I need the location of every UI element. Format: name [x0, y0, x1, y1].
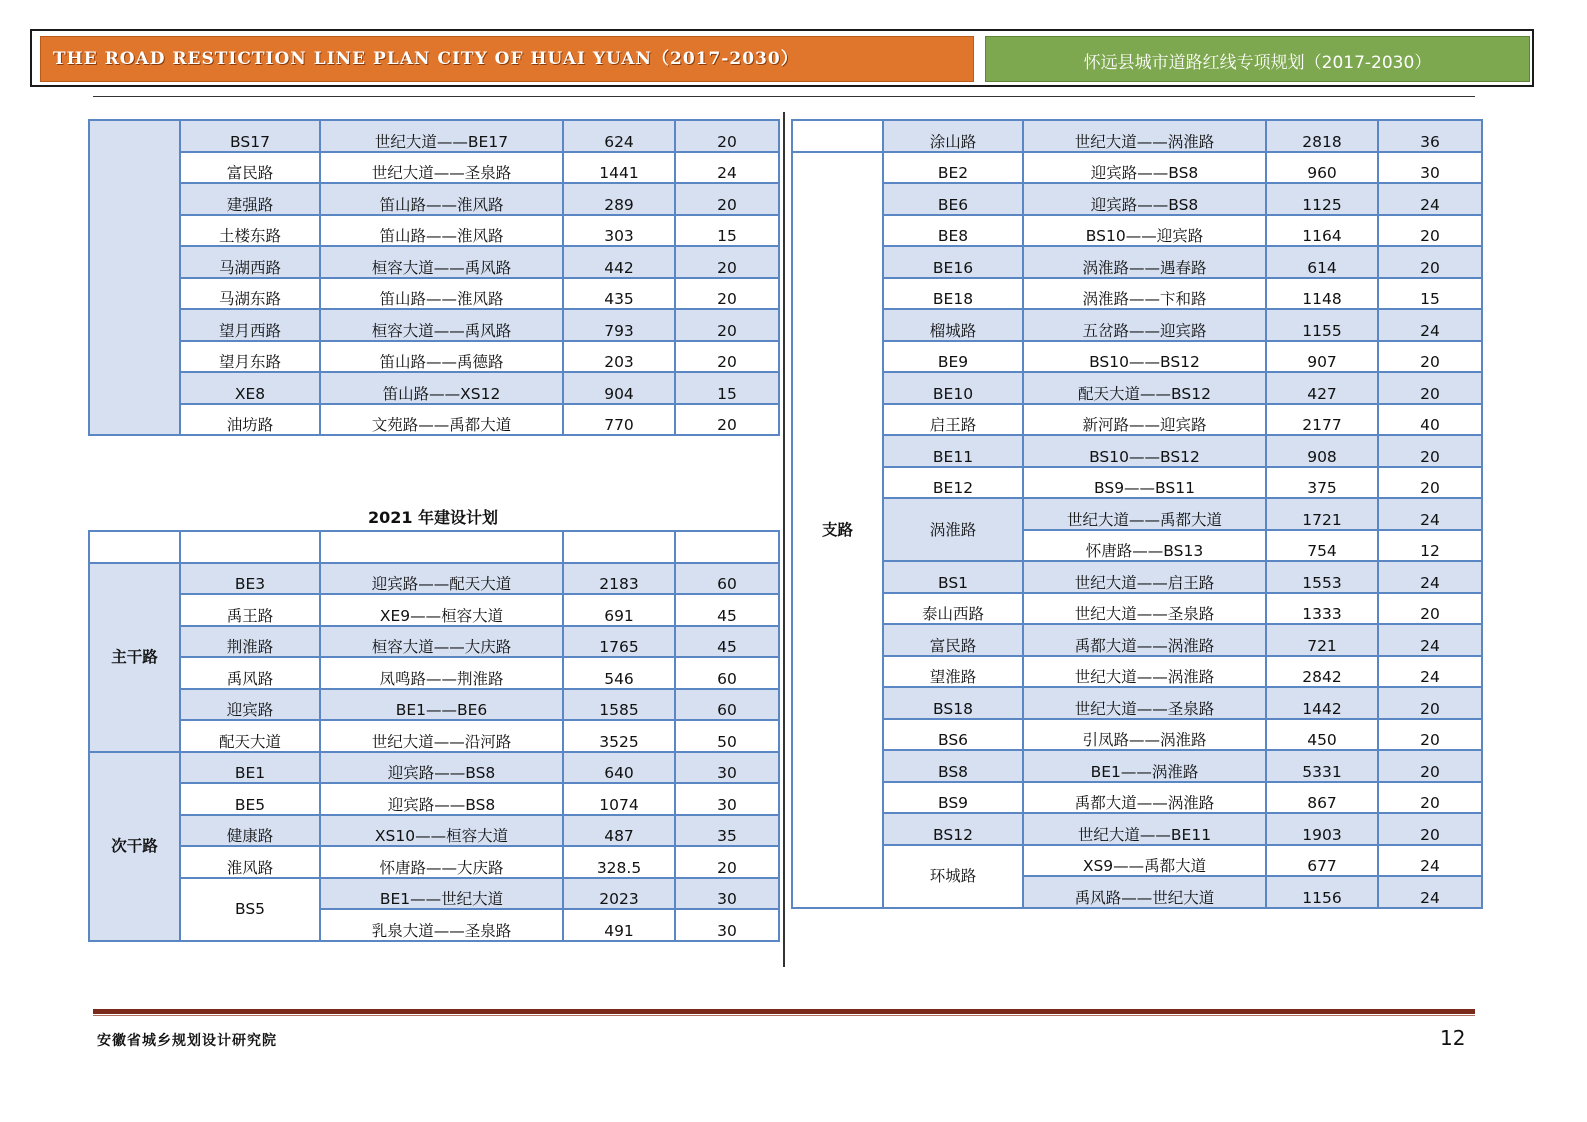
header-cell [320, 531, 563, 563]
table-row [89, 152, 779, 184]
group-cell [89, 120, 180, 435]
table-cell: 富民路 [883, 624, 1023, 656]
table-cell: 721 [1266, 624, 1378, 656]
table-row [792, 152, 1482, 184]
table-row [89, 341, 779, 373]
table-cell: BS8 [883, 750, 1023, 782]
table-cell: 笛山路——淮风路 [320, 278, 563, 310]
page-number: 12 [1440, 1026, 1466, 1050]
table-cell: 36 [1378, 120, 1482, 152]
table-row [89, 120, 779, 152]
table-row [792, 435, 1482, 467]
table-cell: 20 [675, 183, 779, 215]
table-row [89, 309, 779, 341]
table-cell: 15 [1378, 278, 1482, 310]
table-cell: 24 [1378, 845, 1482, 877]
footer-rule-thin [93, 1015, 1475, 1016]
table-cell: 40 [1378, 404, 1482, 436]
table-row [792, 404, 1482, 436]
table-row [792, 719, 1482, 751]
road-table-2021 [88, 530, 780, 942]
table-cell: 328.5 [563, 846, 675, 878]
group-label-branch-road: 支路 [792, 152, 883, 908]
table-cell: 桓容大道——禹风路 [320, 309, 563, 341]
table-cell: BE12 [883, 467, 1023, 499]
plan-2021-caption: 2021 年建设计划 [367, 508, 499, 527]
table-cell: 1125 [1266, 183, 1378, 215]
table-cell: BE1——BE6 [320, 689, 563, 721]
table-cell: BS10——迎宾路 [1023, 215, 1266, 247]
table-row [89, 246, 779, 278]
table-cell: 1164 [1266, 215, 1378, 247]
table-cell: 迎宾路——BS8 [320, 783, 563, 815]
table-cell: 30 [675, 878, 779, 910]
table-row [89, 657, 779, 689]
table-row [89, 846, 779, 878]
table-cell: BS10——BS12 [1023, 341, 1266, 373]
table-cell: 世纪大道——涡淮路 [1023, 656, 1266, 688]
table-cell: 5331 [1266, 750, 1378, 782]
table-row [792, 215, 1482, 247]
table-cell: 笛山路——淮风路 [320, 215, 563, 247]
table-cell: 望月东路 [180, 341, 320, 373]
table-cell: 614 [1266, 246, 1378, 278]
table-cell: 1442 [1266, 687, 1378, 719]
table-cell: 迎宾路——BS8 [1023, 183, 1266, 215]
table-cell: 904 [563, 372, 675, 404]
table-row [792, 561, 1482, 593]
table-row [792, 813, 1482, 845]
table-row [89, 404, 779, 436]
column-divider [783, 112, 785, 967]
table-row [792, 845, 1482, 877]
table-cell: 1553 [1266, 561, 1378, 593]
table-cell: 新河路——迎宾路 [1023, 404, 1266, 436]
table-cell: 908 [1266, 435, 1378, 467]
table-cell: BS17 [180, 120, 320, 152]
table-cell: 35 [675, 815, 779, 847]
table-cell: 文苑路——禹都大道 [320, 404, 563, 436]
table-cell: 涡淮路——遇春路 [1023, 246, 1266, 278]
table-cell: XE9——桓容大道 [320, 594, 563, 626]
table-cell: 淮风路 [180, 846, 320, 878]
table-cell: BS18 [883, 687, 1023, 719]
road-name-merged: 涡淮路 [883, 498, 1023, 561]
table-cell: 望淮路 [883, 656, 1023, 688]
table-cell: 1903 [1266, 813, 1378, 845]
road-table-continued [88, 119, 780, 436]
table-row [792, 593, 1482, 625]
table-cell: 20 [675, 309, 779, 341]
table-cell: 960 [1266, 152, 1378, 184]
table-cell: BE18 [883, 278, 1023, 310]
table-cell: 15 [675, 372, 779, 404]
table-row [89, 752, 779, 784]
table-cell: 马湖西路 [180, 246, 320, 278]
table-cell: BS9——BS11 [1023, 467, 1266, 499]
road-table-branch [791, 119, 1483, 909]
table-cell: 1156 [1266, 876, 1378, 908]
table-cell: BS1 [883, 561, 1023, 593]
table-row [89, 594, 779, 626]
header-cell [89, 531, 180, 563]
table-cell: BE1——世纪大道 [320, 878, 563, 910]
table-cell: BE1——涡淮路 [1023, 750, 1266, 782]
table-cell: 624 [563, 120, 675, 152]
table-cell: 867 [1266, 782, 1378, 814]
group-label-secondary-road: 次干路 [89, 752, 180, 941]
table-row [89, 626, 779, 658]
table-cell: 24 [1378, 876, 1482, 908]
header-cell [180, 531, 320, 563]
table-cell: 427 [1266, 372, 1378, 404]
table-cell: 491 [563, 909, 675, 941]
table-cell: 60 [675, 657, 779, 689]
table-row [792, 278, 1482, 310]
table-row [792, 309, 1482, 341]
table-cell: 20 [1378, 750, 1482, 782]
table-cell: 20 [675, 246, 779, 278]
table-cell: 1074 [563, 783, 675, 815]
table-cell: 20 [1378, 215, 1482, 247]
table-cell: 487 [563, 815, 675, 847]
table-cell: 五岔路——迎宾路 [1023, 309, 1266, 341]
table-cell: 世纪大道——启王路 [1023, 561, 1266, 593]
table-cell: 引凤路——涡淮路 [1023, 719, 1266, 751]
table-cell: 建强路 [180, 183, 320, 215]
table-cell: 涂山路 [883, 120, 1023, 152]
table-cell: BS9 [883, 782, 1023, 814]
table-cell: 禹都大道——涡淮路 [1023, 782, 1266, 814]
table-cell: 世纪大道——BE11 [1023, 813, 1266, 845]
table-cell: 泰山西路 [883, 593, 1023, 625]
table-row [792, 656, 1482, 688]
table-row [792, 120, 1482, 152]
table-cell: 荆淮路 [180, 626, 320, 658]
table-row [89, 278, 779, 310]
table-cell: 20 [1378, 593, 1482, 625]
table-cell: 30 [675, 752, 779, 784]
table-cell: 世纪大道——沿河路 [320, 720, 563, 752]
table-cell: 20 [1378, 467, 1482, 499]
table-cell: 涡淮路——卞和路 [1023, 278, 1266, 310]
table-cell: BE11 [883, 435, 1023, 467]
table-cell: 20 [675, 278, 779, 310]
table-cell: 907 [1266, 341, 1378, 373]
table-cell: 迎宾路 [180, 689, 320, 721]
table-cell: 马湖东路 [180, 278, 320, 310]
page-header [30, 29, 1534, 87]
table-cell: 24 [1378, 561, 1482, 593]
table-cell: 禹都大道——涡淮路 [1023, 624, 1266, 656]
table-row [89, 563, 779, 595]
table-row [89, 815, 779, 847]
table-cell: 世纪大道——圣泉路 [1023, 593, 1266, 625]
table-cell: 榴城路 [883, 309, 1023, 341]
table-cell: 45 [675, 626, 779, 658]
header-cell [675, 531, 779, 563]
table-row [89, 183, 779, 215]
table-cell: 笛山路——禹德路 [320, 341, 563, 373]
table-cell: 迎宾路——BS8 [1023, 152, 1266, 184]
table-cell: 1155 [1266, 309, 1378, 341]
table-cell: BE8 [883, 215, 1023, 247]
table-cell: 24 [675, 152, 779, 184]
table-cell: 禹王路 [180, 594, 320, 626]
table-cell: 50 [675, 720, 779, 752]
table-cell: 45 [675, 594, 779, 626]
table-cell: 世纪大道——圣泉路 [320, 152, 563, 184]
table-row [89, 215, 779, 247]
table-cell: 3525 [563, 720, 675, 752]
table-cell: 乳泉大道——圣泉路 [320, 909, 563, 941]
table-cell: 配天大道 [180, 720, 320, 752]
table-row [792, 498, 1482, 530]
table-row [792, 246, 1482, 278]
road-name-merged: 环城路 [883, 845, 1023, 908]
table-cell: 24 [1378, 309, 1482, 341]
table-cell: XS9——禹都大道 [1023, 845, 1266, 877]
table-cell: 笛山路——XS12 [320, 372, 563, 404]
table-cell: 20 [675, 846, 779, 878]
table-cell: 20 [675, 120, 779, 152]
table-cell: 677 [1266, 845, 1378, 877]
table-cell: 20 [1378, 719, 1482, 751]
table-cell: 世纪大道——圣泉路 [1023, 687, 1266, 719]
table-cell: 世纪大道——禹都大道 [1023, 498, 1266, 530]
table-cell: BE9 [883, 341, 1023, 373]
table-cell: 桓容大道——大庆路 [320, 626, 563, 658]
table-cell: 30 [675, 783, 779, 815]
table-cell: 望月西路 [180, 309, 320, 341]
group-label-main-road: 主干路 [89, 563, 180, 752]
table-cell: BE10 [883, 372, 1023, 404]
table-cell: BE2 [883, 152, 1023, 184]
table-row [89, 720, 779, 752]
table-cell: 1765 [563, 626, 675, 658]
table-cell: 1721 [1266, 498, 1378, 530]
header-title-cn: 怀远县城市道路红线专项规划（2017-2030） [985, 36, 1530, 82]
table-row [792, 372, 1482, 404]
table-cell: 2842 [1266, 656, 1378, 688]
table-cell: 禹风路——世纪大道 [1023, 876, 1266, 908]
table-cell: 450 [1266, 719, 1378, 751]
table-cell: BE3 [180, 563, 320, 595]
table-cell: 启王路 [883, 404, 1023, 436]
table-cell: 2183 [563, 563, 675, 595]
table-cell: 442 [563, 246, 675, 278]
table-cell: 20 [675, 404, 779, 436]
header-cell [563, 531, 675, 563]
table-cell: 793 [563, 309, 675, 341]
table-cell: 怀唐路——大庆路 [320, 846, 563, 878]
table-cell: 桓容大道——禹风路 [320, 246, 563, 278]
table-cell: BE5 [180, 783, 320, 815]
road-name-merged: BS5 [180, 878, 320, 941]
table-cell: BS10——BS12 [1023, 435, 1266, 467]
table-cell: BS6 [883, 719, 1023, 751]
table-cell: 20 [1378, 813, 1482, 845]
table-cell: 24 [1378, 624, 1482, 656]
header-title-en: THE ROAD RESTICTION LINE PLAN CITY OF HUAI YUAN（2017-2030） [40, 36, 974, 82]
table-cell: BE16 [883, 246, 1023, 278]
table-cell: 怀唐路——BS13 [1023, 530, 1266, 562]
table-cell: 凤鸣路——荆淮路 [320, 657, 563, 689]
table-cell: 1333 [1266, 593, 1378, 625]
table-cell: 禹风路 [180, 657, 320, 689]
table-cell: XS10——桓容大道 [320, 815, 563, 847]
table-cell: 世纪大道——BE17 [320, 120, 563, 152]
footer-organization: 安徽省城乡规划设计研究院 [97, 1033, 277, 1049]
table-row [792, 687, 1482, 719]
table-row [792, 782, 1482, 814]
table-cell: XE8 [180, 372, 320, 404]
table-cell: 60 [675, 563, 779, 595]
table-cell: 土楼东路 [180, 215, 320, 247]
table-cell: 24 [1378, 498, 1482, 530]
table-cell: 20 [1378, 687, 1482, 719]
table-cell: 24 [1378, 183, 1482, 215]
table-cell: BS12 [883, 813, 1023, 845]
table-row [792, 750, 1482, 782]
table-cell: 754 [1266, 530, 1378, 562]
table-cell: 配天大道——BS12 [1023, 372, 1266, 404]
table-cell: 迎宾路——配天大道 [320, 563, 563, 595]
table-cell: 15 [675, 215, 779, 247]
table-cell: 20 [1378, 341, 1482, 373]
table-cell: 546 [563, 657, 675, 689]
table-cell: BE6 [883, 183, 1023, 215]
table-row [792, 467, 1482, 499]
table-cell: 20 [1378, 435, 1482, 467]
table-cell: 203 [563, 341, 675, 373]
table-cell: 世纪大道——涡淮路 [1023, 120, 1266, 152]
table-cell: 12 [1378, 530, 1482, 562]
table-cell: 笛山路——淮风路 [320, 183, 563, 215]
group-cell [792, 120, 883, 152]
table-cell: 30 [1378, 152, 1482, 184]
table-row [792, 341, 1482, 373]
table-cell: 迎宾路——BS8 [320, 752, 563, 784]
table-cell: 健康路 [180, 815, 320, 847]
table-cell: 770 [563, 404, 675, 436]
table-row [89, 878, 779, 910]
table-cell: 20 [675, 341, 779, 373]
table-cell: 1148 [1266, 278, 1378, 310]
table-row [89, 372, 779, 404]
table-cell: 691 [563, 594, 675, 626]
table-row [89, 689, 779, 721]
table-cell: 24 [1378, 656, 1482, 688]
table-cell: 富民路 [180, 152, 320, 184]
table-cell: 20 [1378, 782, 1482, 814]
table-cell: 1585 [563, 689, 675, 721]
table-row [89, 783, 779, 815]
table-row [792, 183, 1482, 215]
table-cell: 2818 [1266, 120, 1378, 152]
table-cell: 303 [563, 215, 675, 247]
table-cell: 435 [563, 278, 675, 310]
table-cell: 1441 [563, 152, 675, 184]
table-cell: 2023 [563, 878, 675, 910]
table-cell: 289 [563, 183, 675, 215]
footer-rule [93, 1009, 1475, 1014]
table-cell: 20 [1378, 246, 1482, 278]
table-cell: 640 [563, 752, 675, 784]
table-cell: 60 [675, 689, 779, 721]
table-cell: BE1 [180, 752, 320, 784]
table-cell: 375 [1266, 467, 1378, 499]
table-cell: 油坊路 [180, 404, 320, 436]
table-row [792, 624, 1482, 656]
table-cell: 30 [675, 909, 779, 941]
header-divider [93, 96, 1475, 97]
table-cell: 20 [1378, 372, 1482, 404]
table-cell: 2177 [1266, 404, 1378, 436]
table-row [89, 531, 779, 563]
